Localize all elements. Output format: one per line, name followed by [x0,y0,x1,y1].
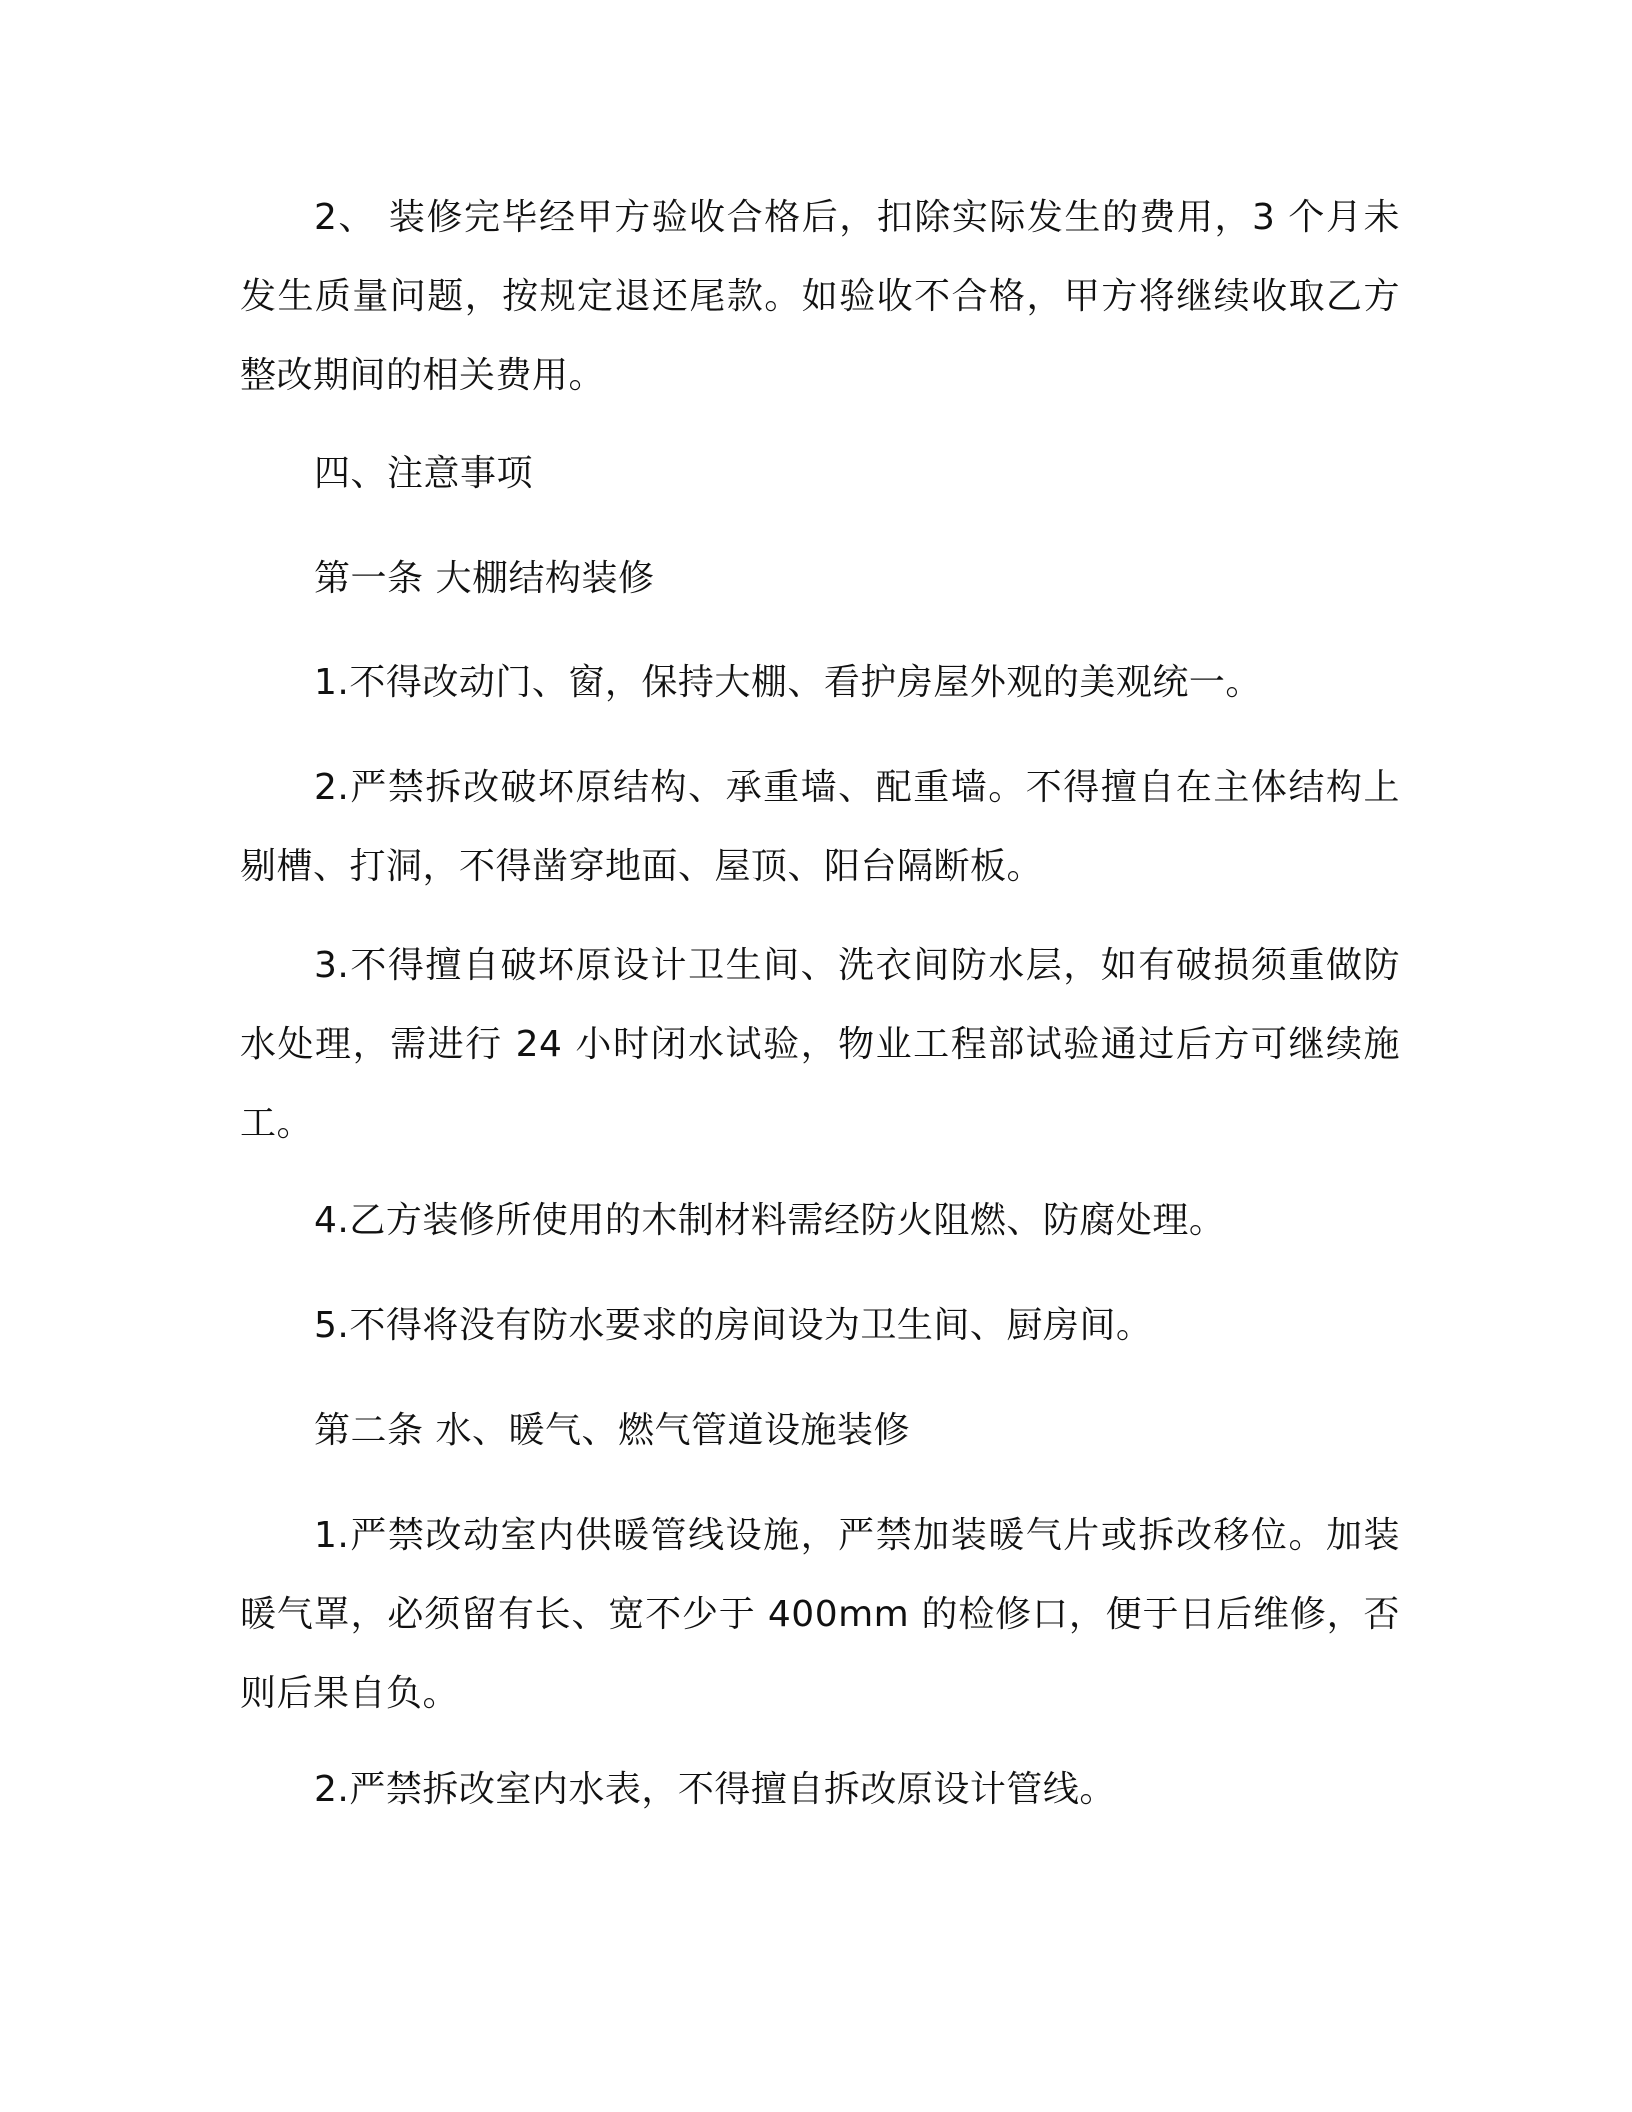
paragraph-rule-doors-windows: 1.不得改动门、窗，保持大棚、看护房屋外观的美观统一。 [314,662,1262,703]
paragraph-acceptance-refund: 2、 装修完毕经甲方验收合格后，扣除实际发生的费用，3 个月未发生质量问题，按规定退还尾款。如验收不合格，甲方将继续收取乙方整改期间的相关费用。 [240,197,1400,396]
paragraph-rule-water-meter: 2.严禁拆改室内水表，不得擅自拆改原设计管线。 [314,1769,1116,1810]
section-heading-notes: 四、注意事项 [314,453,534,494]
paragraph-rule-heating: 1.严禁改动室内供暖管线设施，严禁加装暖气片或拆改移位。加装暖气罩，必须留有长、宽不少于 400mm 的检修口，便于日后维修，否则后果自负。 [240,1515,1400,1714]
article-heading-pipes: 第二条 水、暖气、燃气管道设施装修 [314,1410,910,1451]
paragraph-rule-waterproof: 3.不得擅自破坏原设计卫生间、洗衣间防水层，如有破损须重做防水处理，需进行 24 小时闭水试验，物业工程部试验通过后方可继续施工。 [240,945,1400,1144]
paragraph-rule-room-use: 5.不得将没有防水要求的房间设为卫生间、厨房间。 [314,1305,1153,1346]
article-heading-greenhouse-structure: 第一条 大棚结构装修 [314,558,655,599]
paragraph-rule-wood-materials: 4.乙方装修所使用的木制材料需经防火阻燃、防腐处理。 [314,1200,1226,1241]
paragraph-rule-structure: 2.严禁拆改破坏原结构、承重墙、配重墙。不得擅自在主体结构上剔槽、打洞，不得凿穿地面、屋顶、阳台隔断板。 [240,767,1400,887]
